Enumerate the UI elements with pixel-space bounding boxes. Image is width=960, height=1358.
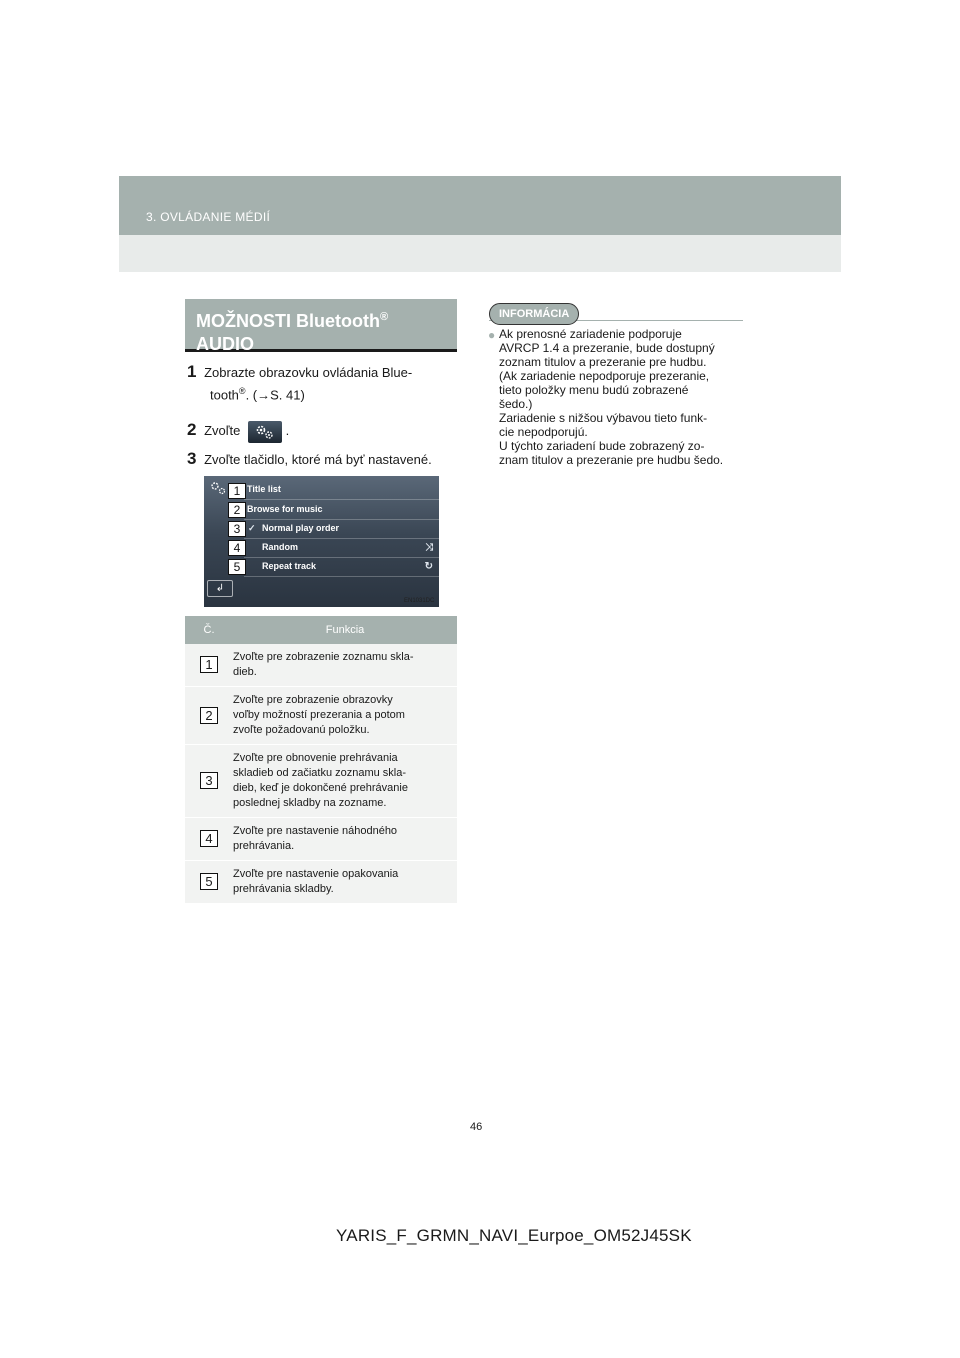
- step-text: tooth: [210, 387, 239, 403]
- row-number: 2: [200, 707, 218, 724]
- info-line: znam titulov a prezeranie pre hudbu šedo.: [499, 453, 724, 467]
- row-number: 1: [200, 656, 218, 673]
- chapter-title: 3. OVLÁDANIE MÉDIÍ: [146, 210, 271, 224]
- info-line: cie nepodporujú.: [499, 425, 588, 439]
- row-number: 3: [200, 772, 218, 789]
- info-line: (Ak zariadenie nepodporuje prezeranie,: [499, 369, 710, 383]
- menu-item-label: Random: [262, 542, 298, 552]
- column-header-number: Č.: [185, 616, 233, 644]
- menu-item-repeat-track[interactable]: [244, 557, 439, 577]
- section-title-line2: AUDIO: [196, 334, 254, 354]
- info-line: zoznam titulov a prezeranie pre hudbu.: [499, 355, 707, 369]
- step-number: 2: [187, 420, 197, 439]
- repeat-icon: ↻: [424, 561, 433, 572]
- step-text: Zvoľte: [204, 423, 241, 438]
- info-line: AVRCP 1.4 a prezeranie, bude dostupný: [499, 341, 715, 355]
- row-number-cell: [185, 644, 233, 687]
- info-text: [499, 327, 743, 467]
- section-title-line1: MOŽNOSTI Bluetooth: [196, 311, 380, 331]
- step-text: Zvoľte tlačidlo, ktoré má byť nastavené.: [204, 452, 432, 467]
- row-number: 4: [200, 830, 218, 847]
- row-number-cell: [185, 861, 233, 904]
- step-page-ref: . (→S. 41): [245, 387, 305, 403]
- table-row: [185, 644, 457, 687]
- info-line: šedo.): [499, 397, 533, 411]
- row-text-line: Zvoľte pre obnovenie prehrávania: [233, 752, 398, 764]
- row-text-cell: [233, 818, 457, 861]
- row-text-line: skladieb od začiatku zoznamu skla-: [233, 767, 407, 779]
- row-text-line: Zvoľte pre zobrazenie zoznamu skla-: [233, 651, 414, 663]
- image-code: EN1031DC: [404, 598, 435, 604]
- row-text-cell: [233, 745, 457, 818]
- step-3: [187, 449, 432, 470]
- info-badge: INFORMÁCIA: [489, 303, 579, 325]
- bluetooth-options-screen: [204, 476, 439, 607]
- document-code: YARIS_F_GRMN_NAVI_Eurpoe_OM52J45SK: [336, 1226, 692, 1245]
- row-text-line: dieb, keď je dokončené prehrávanie: [233, 782, 408, 794]
- menu-item-label: Browse for music: [247, 504, 323, 514]
- row-text-line: Zvoľte pre zobrazenie obrazovky: [233, 694, 393, 706]
- page-number: 46: [470, 1121, 483, 1133]
- table-row: [185, 818, 457, 861]
- gear-icon: [208, 480, 230, 496]
- menu-item-browse-for-music[interactable]: [244, 500, 439, 520]
- step-text-end: .: [285, 423, 290, 438]
- callout-badge: 3: [228, 521, 246, 537]
- bullet-icon: ●: [488, 328, 496, 342]
- table-row: [185, 861, 457, 904]
- row-number-cell: [185, 687, 233, 745]
- row-text-line: prehrávania.: [233, 840, 295, 852]
- row-number: 5: [200, 873, 218, 890]
- menu-item-label: Title list: [247, 484, 281, 494]
- table-header-row: [185, 616, 457, 644]
- row-number-cell: [185, 745, 233, 818]
- row-text-line: Zvoľte pre nastavenie opakovania: [233, 868, 399, 880]
- callout-badge: 1: [228, 483, 246, 499]
- info-line: Zariadenie s nižšou výbavou tieto funk-: [499, 411, 708, 425]
- menu-item-label: Repeat track: [262, 561, 317, 571]
- callout-badge: 2: [228, 502, 246, 518]
- step-number: 3: [187, 449, 197, 468]
- row-text-line: voľby možností prezerania a potom: [233, 709, 405, 721]
- menu-item-random[interactable]: [244, 538, 439, 558]
- menu-item-label: Normal play order: [262, 523, 340, 533]
- step-text: Zobrazte obrazovku ovládania Blue-: [204, 365, 413, 380]
- check-icon: ✓: [248, 523, 256, 533]
- shuffle-icon: ⤨: [425, 542, 433, 553]
- function-table: [185, 616, 457, 904]
- row-text-line: prehrávania skladby.: [233, 883, 334, 895]
- menu-item-normal-play-order[interactable]: [244, 519, 439, 539]
- row-text-cell: [233, 644, 457, 687]
- step-2: [187, 420, 289, 443]
- info-line: tieto položky menu budú zobrazené: [499, 383, 689, 397]
- back-button[interactable]: ↲: [207, 580, 233, 597]
- callout-badge: 4: [228, 540, 246, 556]
- step-1-continued: [210, 386, 305, 402]
- row-text-cell: [233, 861, 457, 904]
- row-text-cell: [233, 687, 457, 745]
- info-line: U týchto zariadení bude zobrazený zo-: [499, 439, 705, 453]
- settings-gear-button[interactable]: [248, 421, 282, 443]
- header-bar: [119, 176, 841, 235]
- table-row: [185, 745, 457, 818]
- gear-icon: [253, 423, 277, 441]
- column-header-function: Funkcia: [233, 616, 457, 644]
- registered-mark: ®: [238, 386, 246, 396]
- menu-item-title-list[interactable]: [244, 480, 439, 500]
- table-row: [185, 687, 457, 745]
- info-line: Ak prenosné zariadenie podporuje: [499, 327, 682, 341]
- row-text-line: poslednej skladby na zozname.: [233, 797, 387, 809]
- step-1: [187, 362, 412, 383]
- registered-mark: ®: [379, 311, 389, 323]
- callout-badge: 5: [228, 559, 246, 575]
- section-title: [196, 306, 451, 356]
- row-number-cell: [185, 818, 233, 861]
- row-text-line: dieb.: [233, 666, 257, 678]
- row-text-line: zvoľte požadovanú položku.: [233, 724, 370, 736]
- step-number: 1: [187, 362, 197, 381]
- row-text-line: Zvoľte pre nastavenie náhodného: [233, 825, 398, 837]
